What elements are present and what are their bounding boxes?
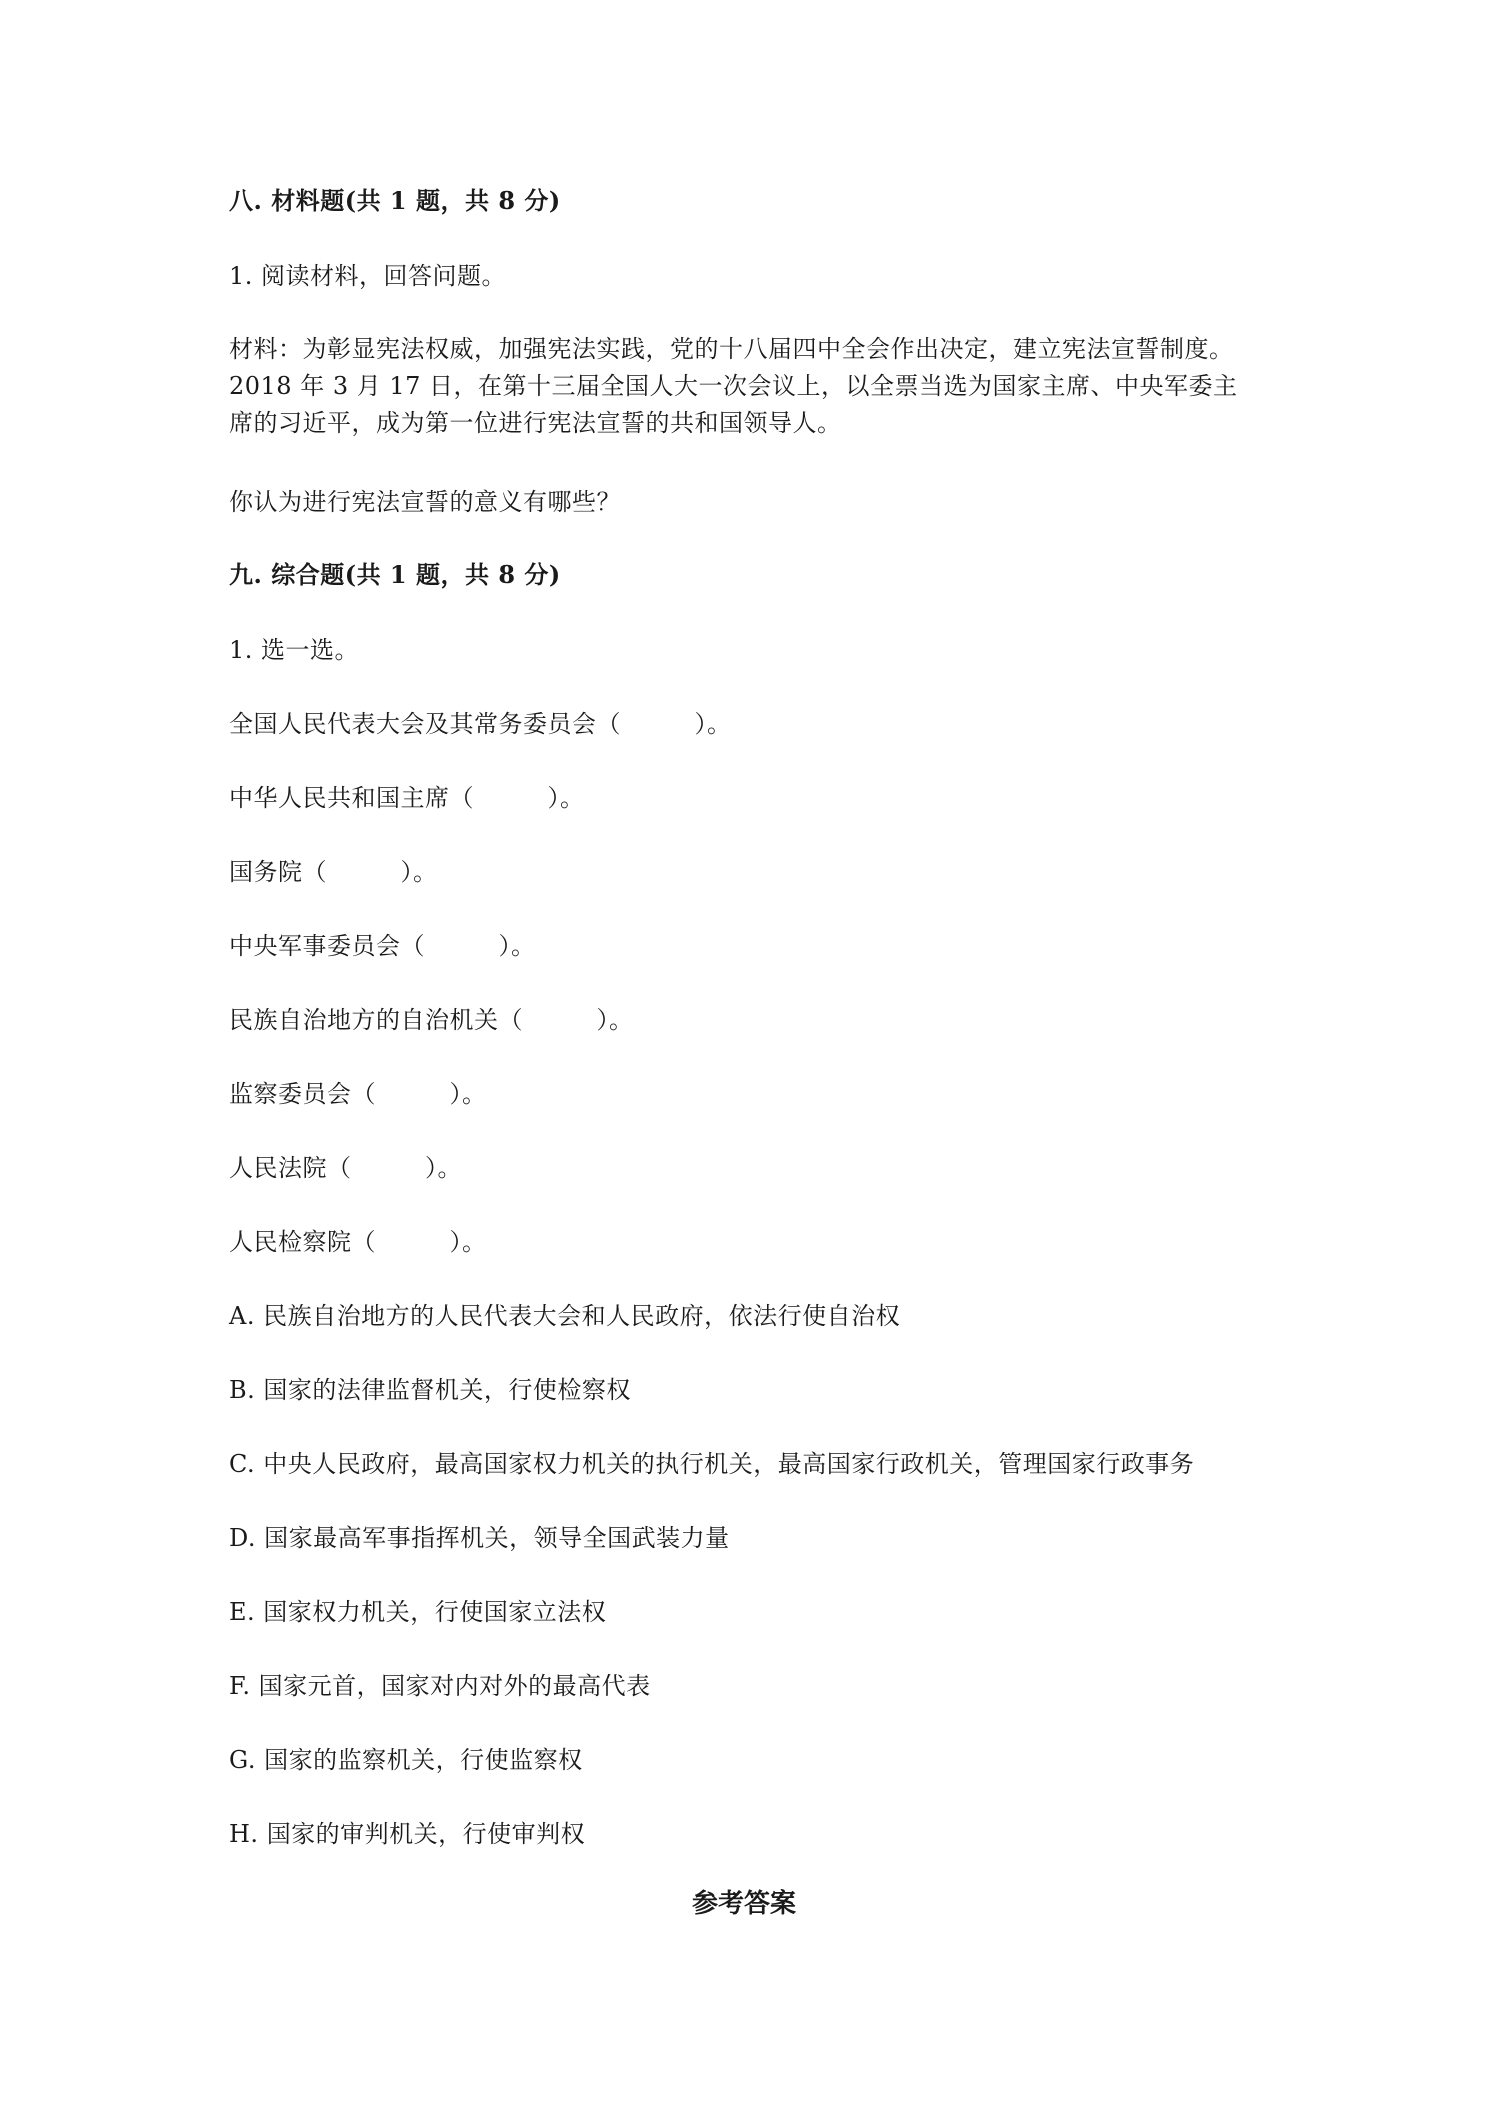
section-9-question-1-prompt: 1. 选一选。 <box>229 636 360 664</box>
option-c: C. 中央人民政府，最高国家权力机关的执行机关，最高国家行政机关，管理国家行政事务 <box>229 1450 1195 1478</box>
fill-item: 中央军事委员会（ ）。 <box>229 932 536 960</box>
option-d: D. 国家最高军事指挥机关，领导全国武装力量 <box>229 1524 730 1552</box>
option-h: H. 国家的审判机关，行使审判权 <box>229 1820 586 1848</box>
fill-item: 人民法院（ ）。 <box>229 1154 462 1182</box>
option-a: A. 民族自治地方的人民代表大会和人民政府，依法行使自治权 <box>229 1302 901 1330</box>
answers-title: 参考答案 <box>691 1889 796 1919</box>
section-8-heading: 八. 材料题(共 1 题，共 8 分) <box>229 186 561 215</box>
material-line: 2018 年 3 月 17 日，在第十三届全国人大一次会议上，以全票当选为国家主席、中央军委主 <box>229 372 1238 400</box>
fill-item: 民族自治地方的自治机关（ ）。 <box>229 1006 634 1034</box>
material-line: 席的习近平，成为第一位进行宪法宣誓的共和国领导人。 <box>229 409 842 437</box>
fill-item: 中华人民共和国主席（ ）。 <box>229 784 585 812</box>
fill-item: 全国人民代表大会及其常务委员会（ ）。 <box>229 710 732 738</box>
section-8-question-1-prompt: 1. 阅读材料，回答问题。 <box>229 262 507 290</box>
material-line: 材料：为彰显宪法权威，加强宪法实践，党的十八届四中全会作出决定，建立宪法宣誓制度。 <box>229 335 1234 363</box>
section-8-question: 你认为进行宪法宣誓的意义有哪些？ <box>229 488 621 516</box>
fill-item: 国务院（ ）。 <box>229 858 438 886</box>
option-f: F. 国家元首，国家对内对外的最高代表 <box>229 1672 651 1700</box>
option-b: B. 国家的法律监督机关，行使检察权 <box>229 1376 631 1404</box>
fill-item: 监察委员会（ ）。 <box>229 1080 487 1108</box>
option-g: G. 国家的监察机关，行使监察权 <box>229 1746 583 1774</box>
section-9-heading: 九. 综合题(共 1 题，共 8 分) <box>229 560 561 589</box>
fill-item: 人民检察院（ ）。 <box>229 1228 487 1256</box>
section-8-material <box>229 331 1277 442</box>
option-e: E. 国家权力机关，行使国家立法权 <box>229 1598 607 1626</box>
